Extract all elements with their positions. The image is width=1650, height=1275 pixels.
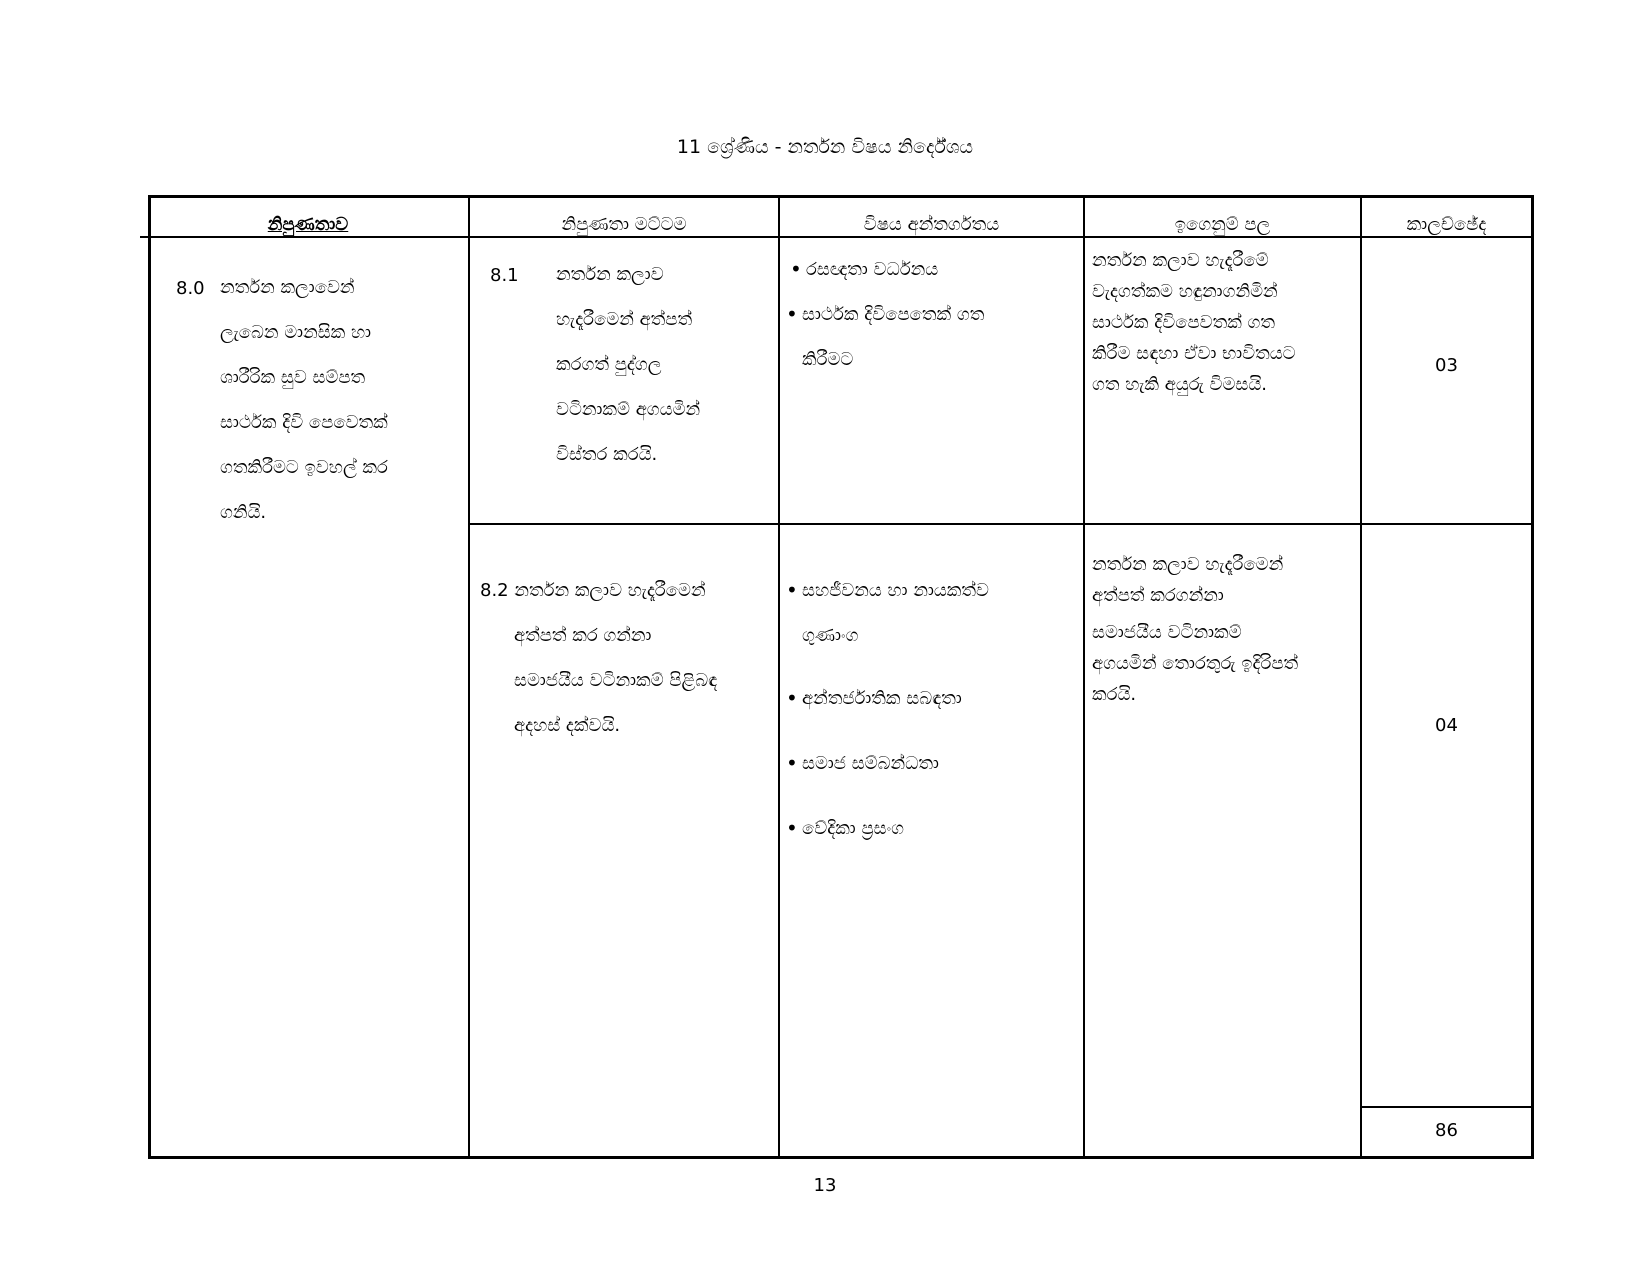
page-number: 13 xyxy=(813,1175,837,1196)
outcome-text xyxy=(1092,549,1357,710)
content-item: • අන්තර්ජාතික සබඳතා xyxy=(802,676,962,721)
outcome-line: ගත හැකි අයුරු විමසයි. xyxy=(1092,374,1268,395)
outcome-line: කරයි. xyxy=(1092,684,1137,705)
total-divider xyxy=(1360,1106,1534,1108)
level-line: විස්තර කරයි. xyxy=(556,444,658,465)
level-number: 8.1 xyxy=(490,265,519,286)
outcome-text xyxy=(1092,245,1357,400)
content-item-continuation: ගුණාංග xyxy=(802,625,859,646)
competency-line: ගනියි. xyxy=(220,502,267,523)
header-competency: නිපුණතාව xyxy=(267,214,349,235)
header-divider xyxy=(140,236,1534,238)
content-item: • සාර්ථක දිවිපෙතෙක් ගත xyxy=(802,292,984,337)
level-line: හැදෑරීමෙන් අත්පත් xyxy=(556,309,693,330)
outcome-line: සමාජයීය වටිනාකම් xyxy=(1092,622,1242,643)
periods-value: 03 xyxy=(1435,355,1458,376)
level-text xyxy=(480,568,776,748)
content-item: • සහජීවනය හා නායකත්ව xyxy=(802,568,989,613)
syllabus-table xyxy=(148,195,1534,1159)
competency-line: ගතකිරීමට ඉවහල් කර xyxy=(220,457,388,478)
outcome-line: නර්තන කලාව හැදෑරීමේ xyxy=(1092,250,1269,271)
competency-line: සාර්ථක දිවි පෙවෙතක් xyxy=(220,412,388,433)
outcome-line: වැදගත්කම හඳුනාගනිමින් xyxy=(1092,281,1278,302)
content-item-continuation: කිරීමට xyxy=(802,349,854,370)
level-line: අත්පත් කර ගන්නා xyxy=(514,625,652,646)
column-divider-1 xyxy=(468,195,470,1159)
level-number: 8.2 xyxy=(480,580,509,601)
outcome-line: කිරීම සඳහා ඒවා භාවිතයට xyxy=(1092,343,1296,364)
level-line: නර්තන කලාව xyxy=(556,264,664,285)
competency-text xyxy=(220,265,460,535)
row-divider xyxy=(468,523,1534,525)
column-divider-2 xyxy=(778,195,780,1159)
content-item: • රසඥතා වර්ධනය xyxy=(806,247,938,292)
content-item: • සමාජ සම්බන්ධතා xyxy=(802,741,939,786)
column-divider-4 xyxy=(1360,195,1362,1159)
table-border-left xyxy=(148,195,151,1159)
outcome-line: අගයමින් තොරතුරු ඉදිරිපත් xyxy=(1092,653,1299,674)
competency-line: නර්තන කලාවෙන් xyxy=(220,277,355,298)
header-periods: කාලච්ඡේද xyxy=(1406,214,1487,235)
table-border-right xyxy=(1531,195,1534,1159)
level-line: සමාජයීය වටිනාකම් පිළිබඳ xyxy=(514,670,718,691)
level-line: අදහස් දක්වයි. xyxy=(514,715,621,736)
level-line: වටිනාකම් අගයමින් xyxy=(556,399,701,420)
level-line: නර්තන කලාව හැදෑරීමෙන් xyxy=(514,580,706,601)
level-line: කරගත් පුද්ගල xyxy=(556,354,662,375)
total-periods: 86 xyxy=(1435,1120,1458,1141)
outcome-line: සාර්ථක දිවිපෙවතක් ගත xyxy=(1092,312,1276,333)
level-text xyxy=(556,252,774,477)
header-learning-outcomes: ඉගෙනුම් පල xyxy=(1174,214,1271,235)
document-title: 11 ශ්‍රේණිය - නර්තන විෂය නිර්දේශය xyxy=(676,136,974,158)
table-border-bottom xyxy=(148,1156,1534,1159)
outcome-line: අත්පත් කරගන්නා xyxy=(1092,585,1224,606)
column-divider-3 xyxy=(1083,195,1085,1159)
competency-line: ශාරීරික සුව සම්පත xyxy=(220,367,366,388)
competency-number: 8.0 xyxy=(176,278,205,299)
header-subject-content: විෂය අන්තර්ගතය xyxy=(863,214,1000,235)
content-item: • වේදිකා ප්‍රසංග xyxy=(802,806,904,851)
competency-line: ලැබෙන මානසික හා xyxy=(220,322,372,343)
table-border-top xyxy=(148,195,1534,198)
periods-value: 04 xyxy=(1435,715,1458,736)
header-competency-level: නිපුණතා මට්ටම xyxy=(561,214,687,235)
outcome-line: නර්තන කලාව හැදෑරීමෙන් xyxy=(1092,554,1284,575)
